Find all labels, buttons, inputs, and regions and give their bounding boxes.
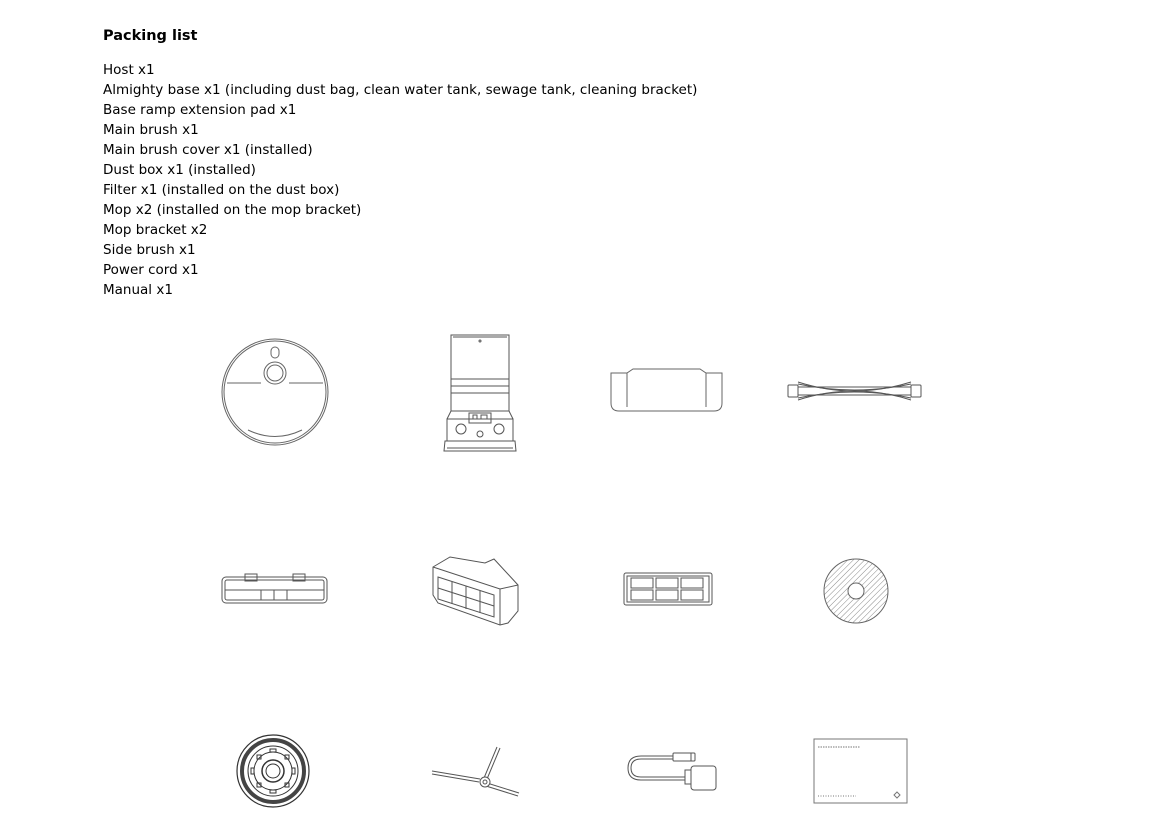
side-brush-illustration [430,745,522,797]
list-item-power-cord: Power cord x1 [103,262,199,278]
mop-bracket-illustration [235,733,311,809]
list-item-side-brush: Side brush x1 [103,242,196,258]
almighty-base-illustration [443,331,517,453]
mop-illustration [822,557,890,625]
list-item-manual: Manual x1 [103,282,173,298]
list-item-mop: Mop x2 (installed on the mop bracket) [103,202,362,218]
list-item-main-brush: Main brush x1 [103,122,199,138]
power-cord-illustration [625,751,718,795]
list-item-host: Host x1 [103,62,155,78]
list-item-mop-bracket: Mop bracket x2 [103,222,208,238]
ramp-extension-pad-illustration [607,367,726,415]
filter-illustration [623,572,713,606]
list-item-filter: Filter x1 (installed on the dust box) [103,182,340,198]
main-brush-cover-illustration [221,572,328,606]
manual-illustration [812,738,908,804]
list-item-main-brush-cover: Main brush cover x1 (installed) [103,142,313,158]
list-item-ramp-pad: Base ramp extension pad x1 [103,102,297,118]
robot-vacuum-illustration [218,335,332,449]
main-brush-illustration [787,378,922,404]
packing-list [103,60,697,300]
dust-box-illustration [430,555,522,627]
list-item-almighty-base: Almighty base x1 (including dust bag, clean water tank, sewage tank, cleaning bracket) [103,82,698,98]
list-item-dust-box: Dust box x1 (installed) [103,162,256,178]
packing-list-title: Packing list [103,28,198,44]
